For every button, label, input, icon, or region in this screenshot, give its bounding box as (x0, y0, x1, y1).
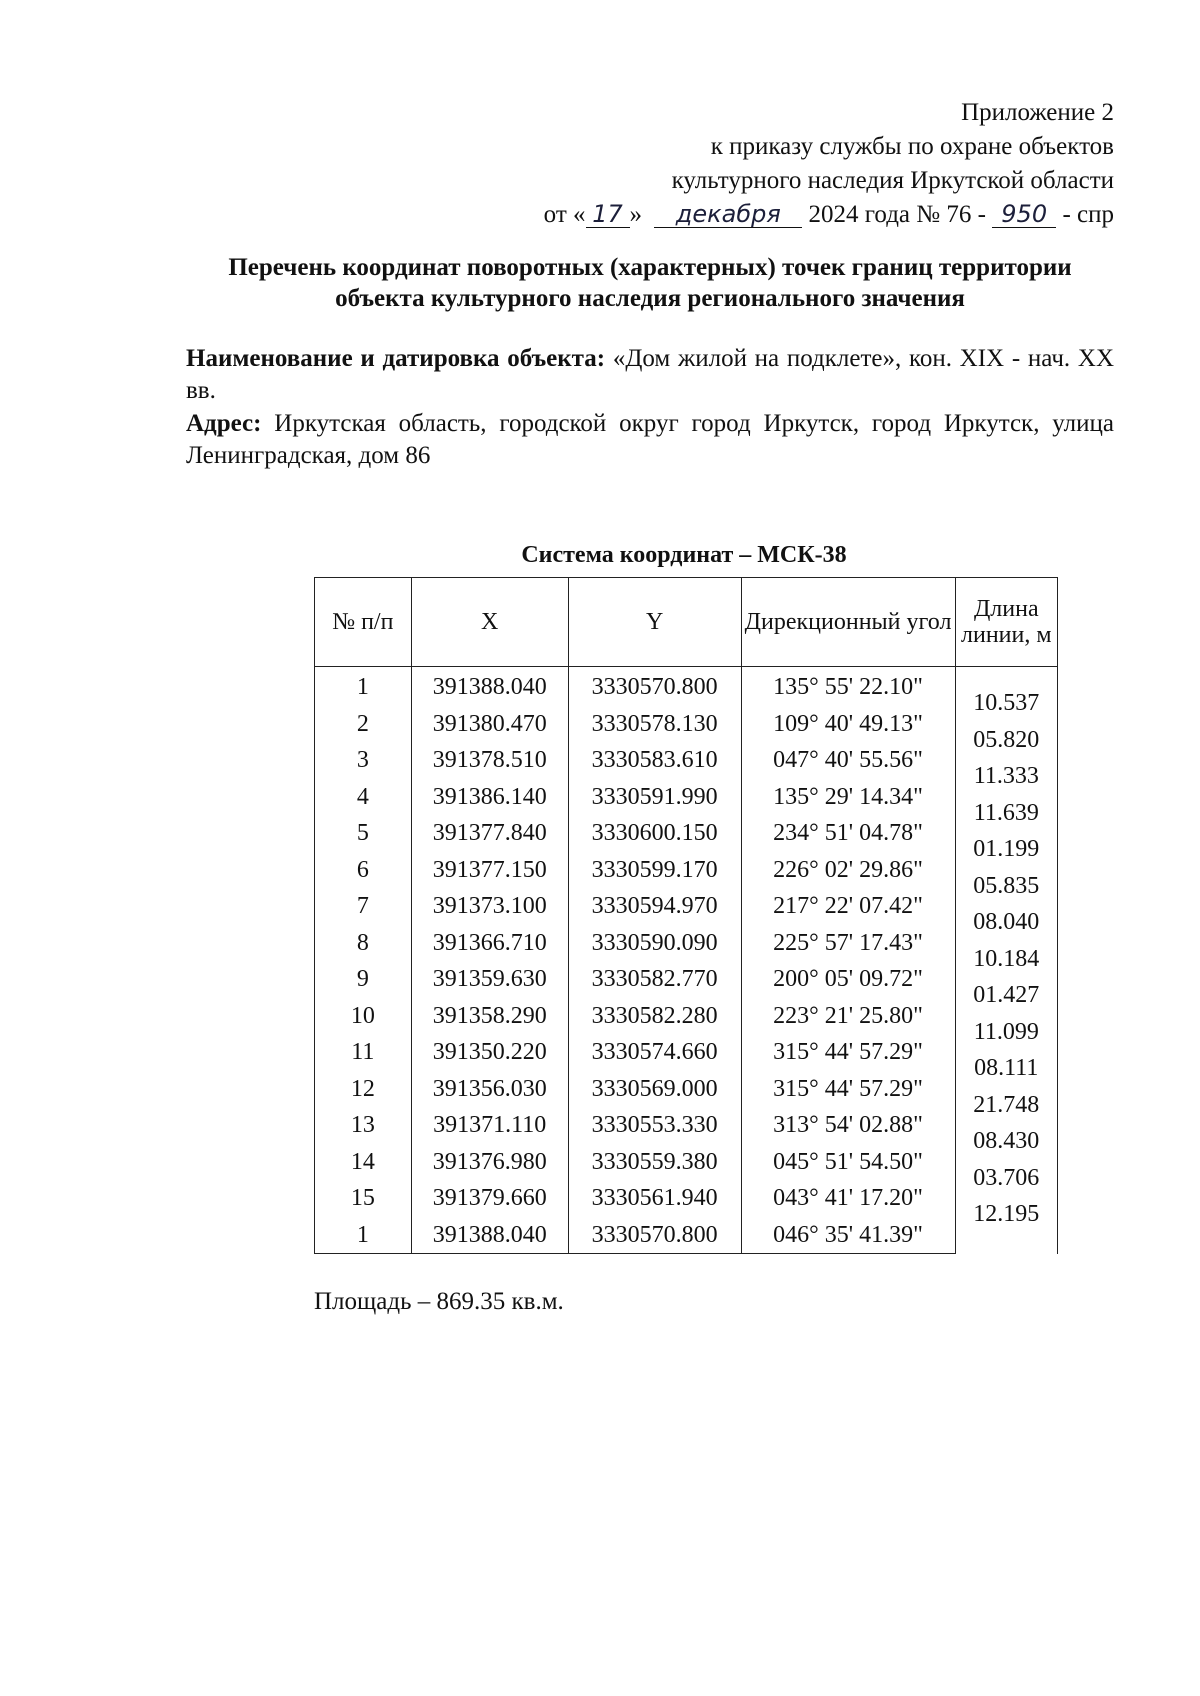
cell-x: 391377.150 (411, 852, 568, 889)
line-length: 08.111 (974, 1055, 1039, 1081)
table-row (315, 852, 1058, 889)
table-row (315, 779, 1058, 816)
cell-lengths (955, 667, 1057, 1254)
cell-angle: 135° 55' 22.10" (741, 667, 955, 706)
table-row (315, 1217, 1058, 1254)
cell-y: 3330582.280 (568, 998, 741, 1035)
cell-x: 391373.100 (411, 888, 568, 925)
appendix-header (214, 96, 1114, 232)
header-x: X (411, 578, 568, 667)
document-title: Перечень координат поворотных (характерных) точек границ территории объекта культурного наследия регионального значения (228, 254, 1072, 312)
handwritten-day: 17 (586, 201, 630, 228)
table-body (315, 667, 1058, 1254)
cell-angle: 046° 35' 41.39" (741, 1217, 955, 1254)
cell-angle: 234° 51' 04.78" (741, 815, 955, 852)
table-row (315, 961, 1058, 998)
cell-num: 1 (315, 667, 412, 706)
table-row (315, 888, 1058, 925)
cell-num: 4 (315, 779, 412, 816)
cell-num: 8 (315, 925, 412, 962)
cell-angle: 047° 40' 55.56" (741, 742, 955, 779)
appendix-order-ref: к приказу службы по охране объектов (710, 133, 1114, 160)
line-length: 08.040 (973, 909, 1040, 935)
cell-y: 3330559.380 (568, 1144, 741, 1181)
cell-num: 6 (315, 852, 412, 889)
cell-y: 3330582.770 (568, 961, 741, 998)
appendix-date-line (214, 198, 1114, 232)
cell-num: 9 (315, 961, 412, 998)
cell-num: 15 (315, 1180, 412, 1217)
line-length: 21.748 (973, 1091, 1040, 1118)
area-total: Площадь – 869.35 кв.м. (314, 1288, 564, 1315)
header-num: № п/п (315, 578, 412, 667)
cell-angle: 315° 44' 57.29" (741, 1034, 955, 1071)
cell-y: 3330599.170 (568, 852, 741, 889)
cell-x: 391358.290 (411, 998, 568, 1035)
table-header-row (315, 578, 1058, 667)
cell-y: 3330591.990 (568, 779, 741, 816)
cell-y: 3330574.660 (568, 1034, 741, 1071)
line-length: 01.199 (973, 836, 1040, 862)
date-year-text: 2024 года № 76 - (808, 201, 986, 228)
line-length: 12.195 (973, 1201, 1040, 1227)
appendix-title: Приложение 2 (961, 99, 1114, 126)
line-length: 03.706 (973, 1164, 1040, 1191)
cell-y: 3330600.150 (568, 815, 741, 852)
table-row (315, 1180, 1058, 1217)
cell-y: 3330553.330 (568, 1107, 741, 1144)
cell-x: 391366.710 (411, 925, 568, 962)
header-length: Длина линии, м (955, 578, 1057, 667)
cell-angle: 226° 02' 29.86" (741, 852, 955, 889)
line-length: 11.639 (973, 799, 1039, 826)
table-row (315, 925, 1058, 962)
handwritten-month: декабря (654, 201, 802, 228)
line-length: 11.333 (973, 763, 1039, 789)
cell-x: 391380.470 (411, 706, 568, 743)
object-address-paragraph (186, 408, 1114, 472)
header-angle: Дирекционный угол (741, 578, 955, 667)
object-name-label: Наименование и датировка объекта: (186, 345, 606, 372)
cell-num: 11 (315, 1034, 412, 1071)
cell-x: 391371.110 (411, 1107, 568, 1144)
line-length: 10.184 (973, 945, 1040, 972)
cell-angle: 109° 40' 49.13" (741, 706, 955, 743)
cell-num: 12 (315, 1071, 412, 1108)
cell-x: 391377.840 (411, 815, 568, 852)
cell-x: 391386.140 (411, 779, 568, 816)
handwritten-order-number: 950 (992, 201, 1056, 228)
line-length: 10.537 (973, 690, 1040, 716)
line-length: 05.835 (973, 872, 1040, 899)
cell-x: 391359.630 (411, 961, 568, 998)
object-name-paragraph (186, 343, 1114, 407)
table-row (315, 706, 1058, 743)
cell-num: 13 (315, 1107, 412, 1144)
date-close-quote: » (629, 201, 643, 228)
cell-y: 3330561.940 (568, 1180, 741, 1217)
cell-y: 3330570.800 (568, 667, 741, 706)
table-caption: Система координат – МСК-38 (521, 542, 847, 568)
table-row (315, 998, 1058, 1035)
table-row (315, 1034, 1058, 1071)
cell-x: 391388.040 (411, 1217, 568, 1254)
object-address-value: Иркутская область, городской округ город Иркутск, город Иркутск, улица Ленинградская, дом 86 (186, 410, 1115, 469)
cell-num: 2 (315, 706, 412, 743)
date-prefix: от « (543, 201, 586, 228)
cell-angle: 313° 54' 02.88" (741, 1107, 955, 1144)
cell-num: 7 (315, 888, 412, 925)
cell-num: 1 (315, 1217, 412, 1254)
table-row (315, 1071, 1058, 1108)
table-row (315, 815, 1058, 852)
cell-angle: 043° 41' 17.20" (741, 1180, 955, 1217)
appendix-authority: культурного наследия Иркутской области (671, 167, 1114, 194)
cell-y: 3330578.130 (568, 706, 741, 743)
cell-angle: 315° 44' 57.29" (741, 1071, 955, 1108)
cell-y: 3330594.970 (568, 888, 741, 925)
cell-angle: 045° 51' 54.50" (741, 1144, 955, 1181)
cell-num: 14 (315, 1144, 412, 1181)
table-row (315, 742, 1058, 779)
object-name-value: «Дом жилой на подклете», кон. XIX - нач. XX вв. (186, 345, 1115, 404)
table-row (315, 1107, 1058, 1144)
line-length: 08.430 (973, 1128, 1040, 1154)
order-suffix: - спр (1062, 201, 1114, 228)
header-y: Y (568, 578, 741, 667)
cell-x: 391378.510 (411, 742, 568, 779)
object-address-label: Адрес: (186, 410, 262, 437)
cell-y: 3330570.800 (568, 1217, 741, 1254)
cell-x: 391350.220 (411, 1034, 568, 1071)
table-row (315, 667, 1058, 706)
cell-y: 3330590.090 (568, 925, 741, 962)
cell-x: 391356.030 (411, 1071, 568, 1108)
cell-angle: 135° 29' 14.34" (741, 779, 955, 816)
cell-angle: 223° 21' 25.80" (741, 998, 955, 1035)
line-length: 01.427 (973, 982, 1040, 1008)
cell-num: 3 (315, 742, 412, 779)
coordinates-table (314, 577, 1058, 1254)
cell-num: 10 (315, 998, 412, 1035)
cell-y: 3330583.610 (568, 742, 741, 779)
cell-y: 3330569.000 (568, 1071, 741, 1108)
cell-angle: 217° 22' 07.42" (741, 888, 955, 925)
cell-x: 391376.980 (411, 1144, 568, 1181)
line-length: 05.820 (973, 726, 1040, 753)
line-length: 11.099 (973, 1018, 1039, 1045)
cell-num: 5 (315, 815, 412, 852)
cell-x: 391379.660 (411, 1180, 568, 1217)
cell-x: 391388.040 (411, 667, 568, 706)
cell-angle: 225° 57' 17.43" (741, 925, 955, 962)
cell-angle: 200° 05' 09.72" (741, 961, 955, 998)
table-row (315, 1144, 1058, 1181)
